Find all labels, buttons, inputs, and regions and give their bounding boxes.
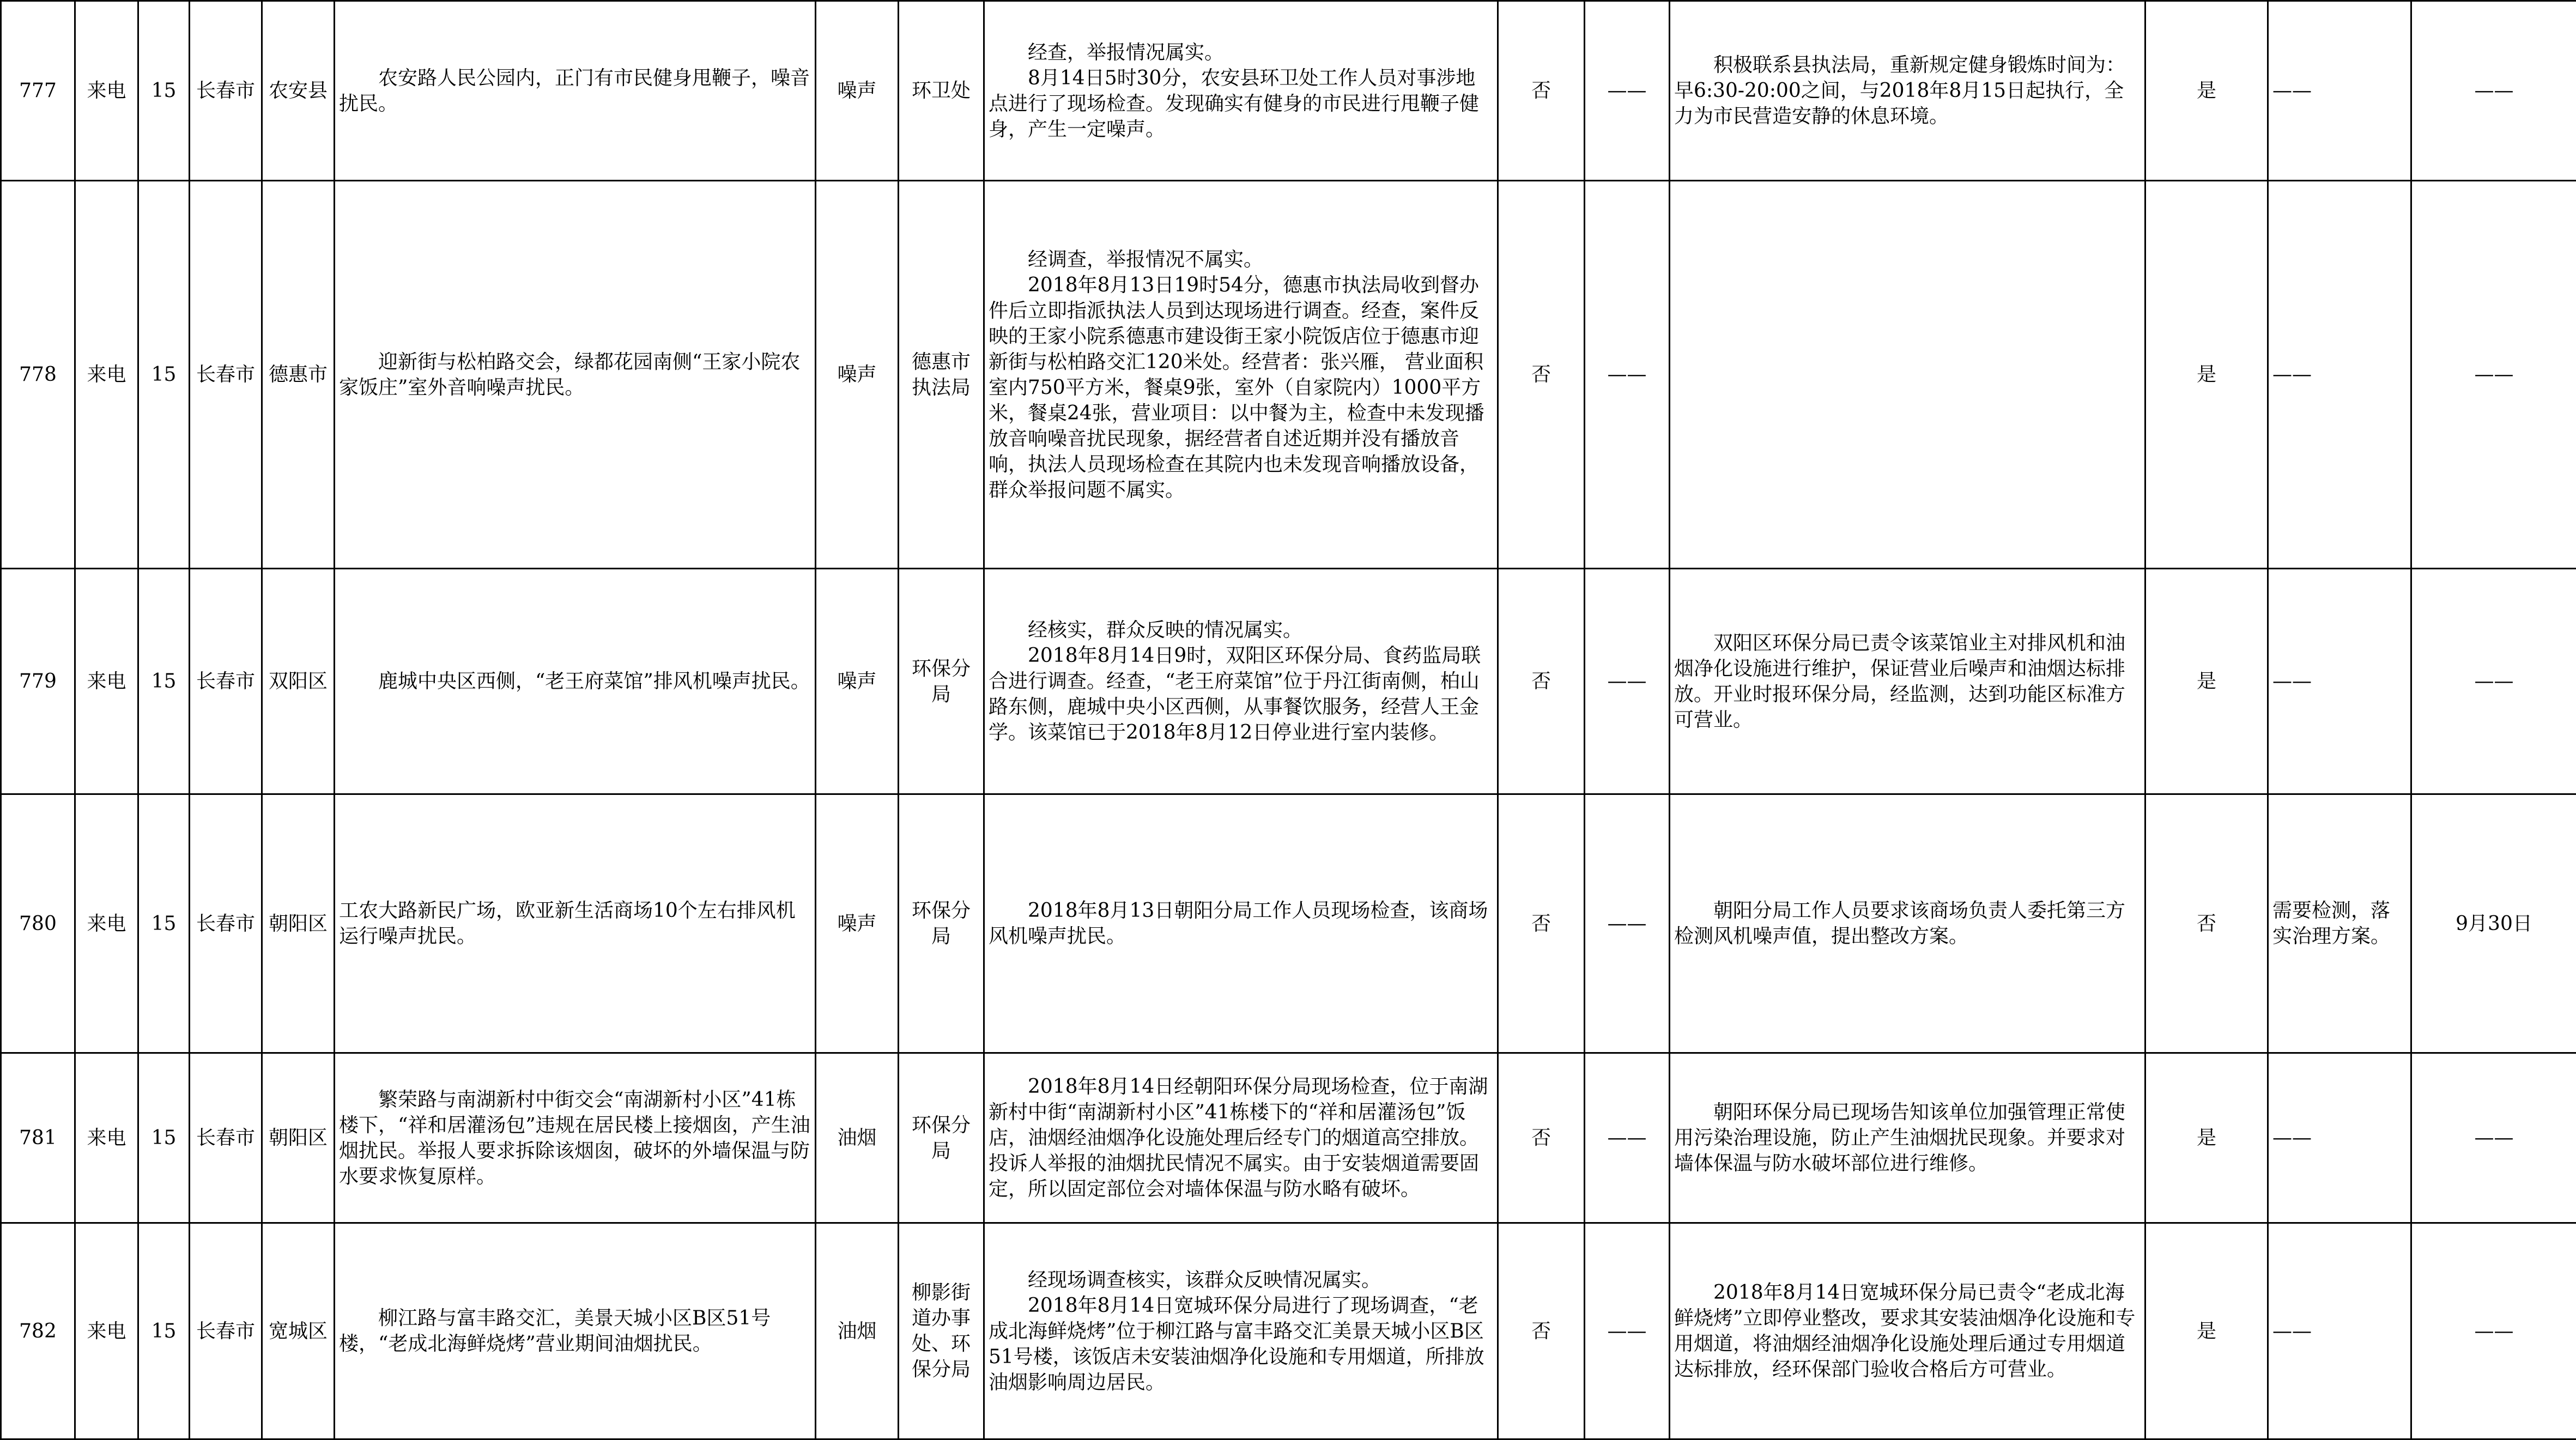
penalty-detail: ——	[1585, 1223, 1670, 1439]
batch-cell: 15	[138, 1, 190, 181]
city-cell: 长春市	[190, 1, 262, 181]
pending-measures: ——	[2268, 569, 2411, 794]
pending-measures: 需要检测，落实治理方案。	[2268, 794, 2411, 1053]
penalty-flag: 否	[1498, 1, 1585, 181]
complaint-content	[335, 1, 816, 181]
table-row	[1, 794, 2576, 1053]
paragraph: 积极联系县执法局，重新规定健身锻炼时间为：早6:30-20:00之间，与2018年8月15日起执行，全力为市民营造安静的休息环境。	[1674, 52, 2141, 129]
complaint-content	[335, 569, 816, 794]
case-number: 779	[1, 569, 75, 794]
responsible-dept: 德惠市执法局	[899, 181, 984, 569]
rectification-measures	[1670, 1223, 2145, 1439]
rectification-measures	[1670, 181, 2145, 569]
batch-cell: 15	[138, 181, 190, 569]
investigation-result	[984, 181, 1498, 569]
pending-measures: ——	[2268, 181, 2411, 569]
penalty-flag: 否	[1498, 181, 1585, 569]
penalty-detail: ——	[1585, 181, 1670, 569]
penalty-flag: 否	[1498, 1223, 1585, 1439]
complaint-content	[335, 1223, 816, 1439]
complaint-content	[335, 181, 816, 569]
complaint-content	[335, 794, 816, 1053]
pending-measures: ——	[2268, 1223, 2411, 1439]
responsible-dept: 环保分局	[899, 1053, 984, 1223]
table-row	[1, 1223, 2576, 1439]
paragraph: 鹿城中央区西侧，“老王府菜馆”排风机噪声扰民。	[339, 669, 811, 694]
district-cell: 朝阳区	[262, 794, 335, 1053]
deadline-cell: 9月30日	[2411, 794, 2576, 1053]
pollution-type: 噪声	[816, 794, 899, 1053]
paragraph: 2018年8月13日朝阳分局工作人员现场检查，该商场风机噪声扰民。	[989, 898, 1493, 949]
pollution-type: 油烟	[816, 1053, 899, 1223]
case-number: 782	[1, 1223, 75, 1439]
paragraph: 经核实，群众反映的情况属实。	[989, 617, 1493, 643]
responsible-dept: 柳影街道办事处、环保分局	[899, 1223, 984, 1439]
source-cell: 来电	[75, 1, 138, 181]
paragraph: 柳江路与富丰路交汇，美景天城小区B区51号楼，“老成北海鲜烧烤”营业期间油烟扰民。	[339, 1305, 811, 1357]
penalty-flag: 否	[1498, 1053, 1585, 1223]
investigation-result	[984, 1053, 1498, 1223]
batch-cell: 15	[138, 569, 190, 794]
source-cell: 来电	[75, 1053, 138, 1223]
completion-status: 是	[2145, 1, 2268, 181]
district-cell: 德惠市	[262, 181, 335, 569]
table-row	[1, 181, 2576, 569]
deadline-cell: ——	[2411, 569, 2576, 794]
paragraph: 2018年8月14日宽城环保分局已责令“老成北海鲜烧烤”立即停业整改，要求其安装油烟净化设施和专用烟道，将油烟经油烟净化设施处理后通过专用烟道达标排放，经环保部门验收合格后方可营业。	[1674, 1280, 2141, 1382]
case-number: 778	[1, 181, 75, 569]
completion-status: 是	[2145, 1053, 2268, 1223]
paragraph: 2018年8月14日经朝阳环保分局现场检查，位于南湖新村中街“南湖新村小区”41栋楼下的“祥和居灌汤包”饭店，油烟经油烟净化设施处理后经专门的烟道高空排放。投诉人举报的油烟扰民情况不属实。由于安装烟道需要固定，所以固定部位会对墙体保温与防水略有破坏。	[989, 1074, 1493, 1202]
paragraph: 农安路人民公园内，正门有市民健身甩鞭子，噪音扰民。	[339, 65, 811, 117]
pollution-type: 噪声	[816, 181, 899, 569]
deadline-cell: ——	[2411, 1, 2576, 181]
rectification-measures	[1670, 569, 2145, 794]
paragraph: 经查，举报情况属实。	[989, 40, 1493, 65]
city-cell: 长春市	[190, 1053, 262, 1223]
pollution-type: 噪声	[816, 1, 899, 181]
pending-measures: ——	[2268, 1, 2411, 181]
table-row	[1, 1, 2576, 181]
table-row	[1, 569, 2576, 794]
table-row	[1, 1053, 2576, 1223]
responsible-dept: 环保分局	[899, 794, 984, 1053]
penalty-detail: ——	[1585, 1, 1670, 181]
batch-cell: 15	[138, 794, 190, 1053]
rectification-measures	[1670, 794, 2145, 1053]
paragraph: 朝阳环保分局已现场告知该单位加强管理正常使用污染治理设施，防止产生油烟扰民现象。并要求对墙体保温与防水破坏部位进行维修。	[1674, 1099, 2141, 1176]
source-cell: 来电	[75, 569, 138, 794]
case-number: 777	[1, 1, 75, 181]
deadline-cell: ——	[2411, 181, 2576, 569]
deadline-cell: ——	[2411, 1053, 2576, 1223]
penalty-detail: ——	[1585, 1053, 1670, 1223]
paragraph: 工农大路新民广场，欧亚新生活商场10个左右排风机运行噪声扰民。	[339, 898, 811, 949]
source-cell: 来电	[75, 1223, 138, 1439]
district-cell: 农安县	[262, 1, 335, 181]
city-cell: 长春市	[190, 794, 262, 1053]
paragraph: 8月14日5时30分，农安县环卫处工作人员对事涉地点进行了现场检查。发现确实有健身的市民进行甩鞭子健身，产生一定噪声。	[989, 65, 1493, 142]
penalty-detail: ——	[1585, 794, 1670, 1053]
investigation-result	[984, 1223, 1498, 1439]
source-cell: 来电	[75, 181, 138, 569]
case-number: 781	[1, 1053, 75, 1223]
city-cell: 长春市	[190, 569, 262, 794]
city-cell: 长春市	[190, 181, 262, 569]
pollution-type: 油烟	[816, 1223, 899, 1439]
responsible-dept: 环卫处	[899, 1, 984, 181]
investigation-result	[984, 569, 1498, 794]
completion-status: 是	[2145, 569, 2268, 794]
paragraph: 2018年8月14日9时，双阳区环保分局、食药监局联合进行调查。经查，“老王府菜馆”位于丹江街南侧，柏山路东侧，鹿城中央小区西侧，从事餐饮服务，经营人王金学。该菜馆已于2018年8月12日停业进行室内装修。	[989, 643, 1493, 745]
pollution-type: 噪声	[816, 569, 899, 794]
paragraph: 经现场调查核实，该群众反映情况属实。	[989, 1267, 1493, 1293]
paragraph: 繁荣路与南湖新村中街交会“南湖新村小区”41栋楼下，“祥和居灌汤包”违规在居民楼上接烟囱，产生油烟扰民。举报人要求拆除该烟囱，破坏的外墙保温与防水要求恢复原样。	[339, 1087, 811, 1189]
completion-status: 是	[2145, 1223, 2268, 1439]
batch-cell: 15	[138, 1053, 190, 1223]
responsible-dept: 环保分局	[899, 569, 984, 794]
paragraph: 2018年8月14日宽城环保分局进行了现场调查，“老成北海鲜烧烤”位于柳江路与富丰路交汇美景天城小区B区51号楼，该饭店未安装油烟净化设施和专用烟道，所排放油烟影响周边居民。	[989, 1293, 1493, 1395]
rectification-measures	[1670, 1053, 2145, 1223]
pending-measures: ——	[2268, 1053, 2411, 1223]
district-cell: 双阳区	[262, 569, 335, 794]
completion-status: 是	[2145, 181, 2268, 569]
district-cell: 朝阳区	[262, 1053, 335, 1223]
city-cell: 长春市	[190, 1223, 262, 1439]
paragraph: 双阳区环保分局已责令该菜馆业主对排风机和油烟净化设施进行维护，保证营业后噪声和油烟达标排放。开业时报环保分局，经监测，达到功能区标准方可营业。	[1674, 630, 2141, 733]
complaint-content	[335, 1053, 816, 1223]
paragraph: 经调查，举报情况不属实。	[989, 247, 1493, 272]
paragraph: 2018年8月13日19时54分，德惠市执法局收到督办件后立即指派执法人员到达现场进行调查。经查，案件反映的王家小院系德惠市建设街王家小院饭店位于德惠市迎新街与松柏路交汇120米处。经营者：张兴雁， 营业面积室内750平方米，餐桌9张，室外（自家院内）1000平方米，餐桌24张，营业项目：以中餐为主，检查中未发现播放音响噪音扰民现象，据经营者自述近期并没有播放音响，执法人员现场检查在其院内也未发现音响播放设备，群众举报问题不属实。	[989, 272, 1493, 503]
paragraph: 迎新街与松柏路交会，绿都花园南侧“王家小院农家饭庄”室外音响噪声扰民。	[339, 349, 811, 400]
penalty-detail: ——	[1585, 569, 1670, 794]
case-number: 780	[1, 794, 75, 1053]
penalty-flag: 否	[1498, 569, 1585, 794]
investigation-result	[984, 1, 1498, 181]
investigation-result	[984, 794, 1498, 1053]
deadline-cell: ——	[2411, 1223, 2576, 1439]
source-cell: 来电	[75, 794, 138, 1053]
batch-cell: 15	[138, 1223, 190, 1439]
completion-status: 否	[2145, 794, 2268, 1053]
paragraph: 朝阳分局工作人员要求该商场负责人委托第三方检测风机噪声值，提出整改方案。	[1674, 898, 2141, 949]
district-cell: 宽城区	[262, 1223, 335, 1439]
rectification-measures	[1670, 1, 2145, 181]
penalty-flag: 否	[1498, 794, 1585, 1053]
